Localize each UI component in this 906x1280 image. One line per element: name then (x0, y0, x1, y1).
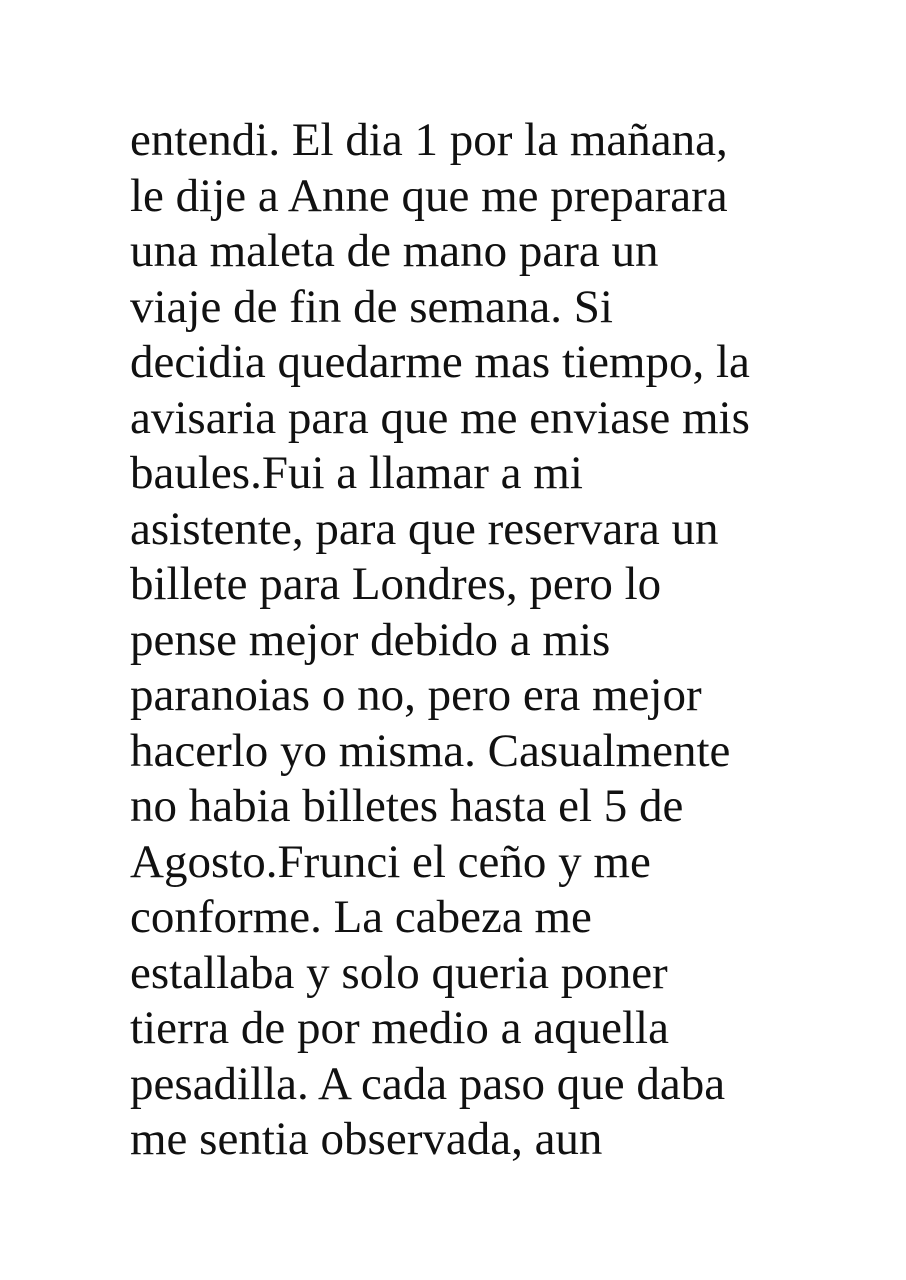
text-line: paranoias o no, pero era mejor (130, 669, 702, 721)
text-line: no habia billetes hasta el 5 de (130, 780, 684, 832)
text-line: billete para Londres, pero lo (130, 558, 662, 610)
body-text (130, 113, 830, 1168)
text-line: viaje de fin de semana. Si (130, 280, 613, 333)
text-line: hacerlo yo misma. Casualmente (130, 724, 731, 777)
text-line: baules.Fui a llamar a mi (130, 447, 583, 499)
text-line: le dije a Anne que me preparara (130, 169, 728, 222)
text-line: estallaba y solo queria poner (130, 946, 668, 999)
text-line: asistente, para que reservara un (130, 502, 719, 555)
text-line: pense mejor debido a mis (130, 613, 611, 666)
text-line: Agosto.Frunci el ceño y me (130, 835, 651, 888)
text-line: decidia quedarme mas tiempo, la (130, 336, 750, 388)
text-line: pesadilla. A cada paso que daba (130, 1057, 726, 1110)
text-line: una maleta de mano para un (130, 225, 659, 277)
text-line: me sentia observada, aun (130, 1113, 603, 1165)
text-line: entendi. El dia 1 por la mañana, (130, 114, 728, 166)
text-line: tierra de por medio a aquella (130, 1002, 669, 1054)
text-line: conforme. La cabeza me (130, 891, 592, 943)
text-line: avisaria para que me enviase mis (130, 391, 750, 444)
